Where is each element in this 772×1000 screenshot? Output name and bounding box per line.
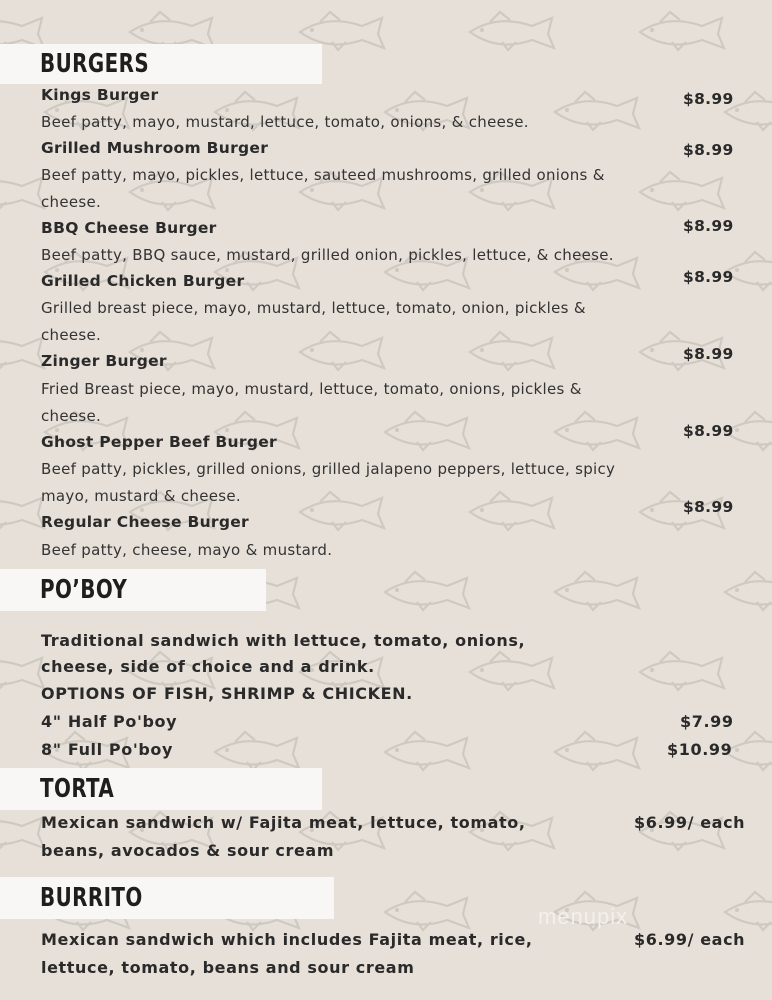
menu-item-zinger-burger-desc: Fried Breast piece, mayo, mustard, lettuce, tomato, onions, pickles & xyxy=(41,380,582,398)
menu-item-grilled-chicken-burger-desc: Grilled breast piece, mayo, mustard, lettuce, tomato, onion, pickles & xyxy=(41,299,586,317)
menu-item-bbq-cheese-burger-price: $8.99 xyxy=(683,217,734,235)
menu-item-grilled-chicken-burger-desc-cont: cheese. xyxy=(41,326,102,344)
fish-icon xyxy=(470,492,554,530)
fish-icon xyxy=(555,732,639,770)
menu-item-regular-cheese-burger-desc: Beef patty, cheese, mayo & mustard. xyxy=(41,541,333,559)
menu-item-zinger-burger-desc-cont: cheese. xyxy=(41,407,102,425)
fish-icon xyxy=(300,332,384,370)
menu-item-grilled-mushroom-burger-desc: Beef patty, mayo, pickles, lettuce, sauteed mushrooms, grilled onions & xyxy=(41,166,605,184)
menu-item-bbq-cheese-burger-desc: Beef patty, BBQ sauce, mustard, grilled onion, pickles, lettuce, & cheese. xyxy=(41,246,614,264)
burrito-price: $6.99/ each xyxy=(634,930,746,949)
fish-icon xyxy=(640,652,724,690)
fish-icon xyxy=(555,92,639,130)
fish-icon xyxy=(385,732,469,770)
menu-item-grilled-mushroom-burger-price: $8.99 xyxy=(683,141,734,159)
poboy-desc-line-2: cheese, side of choice and a drink. xyxy=(41,657,375,676)
menu-item-grilled-mushroom-burger-name: Grilled Mushroom Burger xyxy=(41,139,269,157)
burrito-section-header xyxy=(0,877,334,919)
burgers-section-header xyxy=(0,44,322,84)
fish-icon xyxy=(0,492,44,530)
menu-item-grilled-mushroom-burger-desc-cont: cheese. xyxy=(41,193,102,211)
torta-title: TORTA xyxy=(40,774,115,804)
torta-desc-line-2: beans, avocados & sour cream xyxy=(41,841,335,860)
poboy-desc-line-1: Traditional sandwich with lettuce, tomato, onions, xyxy=(41,631,526,650)
fish-icon xyxy=(555,412,639,450)
menu-item-grilled-chicken-burger-price: $8.99 xyxy=(683,268,734,286)
menu-item-regular-cheese-burger-price: $8.99 xyxy=(683,498,734,516)
poboy-full-name: 8" Full Po'boy xyxy=(41,740,173,759)
poboy-options-line: OPTIONS OF FISH, SHRIMP & CHICKEN. xyxy=(41,684,413,703)
fish-icon xyxy=(0,652,44,690)
torta-desc-line-1: Mexican sandwich w/ Fajita meat, lettuce, tomato, xyxy=(41,813,526,832)
fish-icon xyxy=(725,892,772,930)
burrito-title: BURRITO xyxy=(40,883,143,913)
menu-item-kings-burger-price: $8.99 xyxy=(683,90,734,108)
fish-icon xyxy=(725,572,772,610)
menu-item-kings-burger-name: Kings Burger xyxy=(41,86,159,104)
torta-price: $6.99/ each xyxy=(634,813,746,832)
menu-item-regular-cheese-burger-name: Regular Cheese Burger xyxy=(41,513,250,531)
burrito-desc-line-1: Mexican sandwich which includes Fajita meat, rice, xyxy=(41,930,533,949)
fish-icon xyxy=(0,172,44,210)
fish-icon xyxy=(385,412,469,450)
fish-icon xyxy=(0,332,44,370)
menu-item-ghost-pepper-beef-burger-name: Ghost Pepper Beef Burger xyxy=(41,433,277,451)
poboy-section-header xyxy=(0,569,266,611)
menu-item-ghost-pepper-beef-burger-price: $8.99 xyxy=(683,422,734,440)
fish-icon xyxy=(640,172,724,210)
poboy-half-price: $7.99 xyxy=(680,712,734,731)
menu-item-ghost-pepper-beef-burger-desc: Beef patty, pickles, grilled onions, grilled jalapeno peppers, lettuce, spicy xyxy=(41,460,616,478)
menu-item-ghost-pepper-beef-burger-desc-cont: mayo, mustard & cheese. xyxy=(41,487,241,505)
menu-item-zinger-burger-name: Zinger Burger xyxy=(41,352,167,370)
poboy-full-price: $10.99 xyxy=(667,740,733,759)
fish-icon xyxy=(470,12,554,50)
poboy-half-name: 4" Half Po'boy xyxy=(41,712,178,731)
fish-icon xyxy=(385,892,469,930)
burrito-desc-line-2: lettuce, tomato, beans and sour cream xyxy=(41,958,415,977)
torta-section-header xyxy=(0,768,322,810)
fish-icon xyxy=(640,12,724,50)
fish-icon xyxy=(300,492,384,530)
poboy-title: PO’BOY xyxy=(40,575,128,605)
menu-item-bbq-cheese-burger-name: BBQ Cheese Burger xyxy=(41,219,217,237)
fish-icon xyxy=(215,732,299,770)
fish-icon xyxy=(385,572,469,610)
menu-item-kings-burger-desc: Beef patty, mayo, mustard, lettuce, tomato, onions, & cheese. xyxy=(41,113,529,131)
menu-item-grilled-chicken-burger-name: Grilled Chicken Burger xyxy=(41,272,245,290)
fish-icon xyxy=(470,652,554,690)
menupix-watermark: menupix xyxy=(538,904,629,929)
fish-icon xyxy=(555,572,639,610)
fish-icon xyxy=(0,812,44,850)
burgers-title: BURGERS xyxy=(40,49,150,79)
menu-item-zinger-burger-price: $8.99 xyxy=(683,345,734,363)
fish-icon xyxy=(470,332,554,370)
